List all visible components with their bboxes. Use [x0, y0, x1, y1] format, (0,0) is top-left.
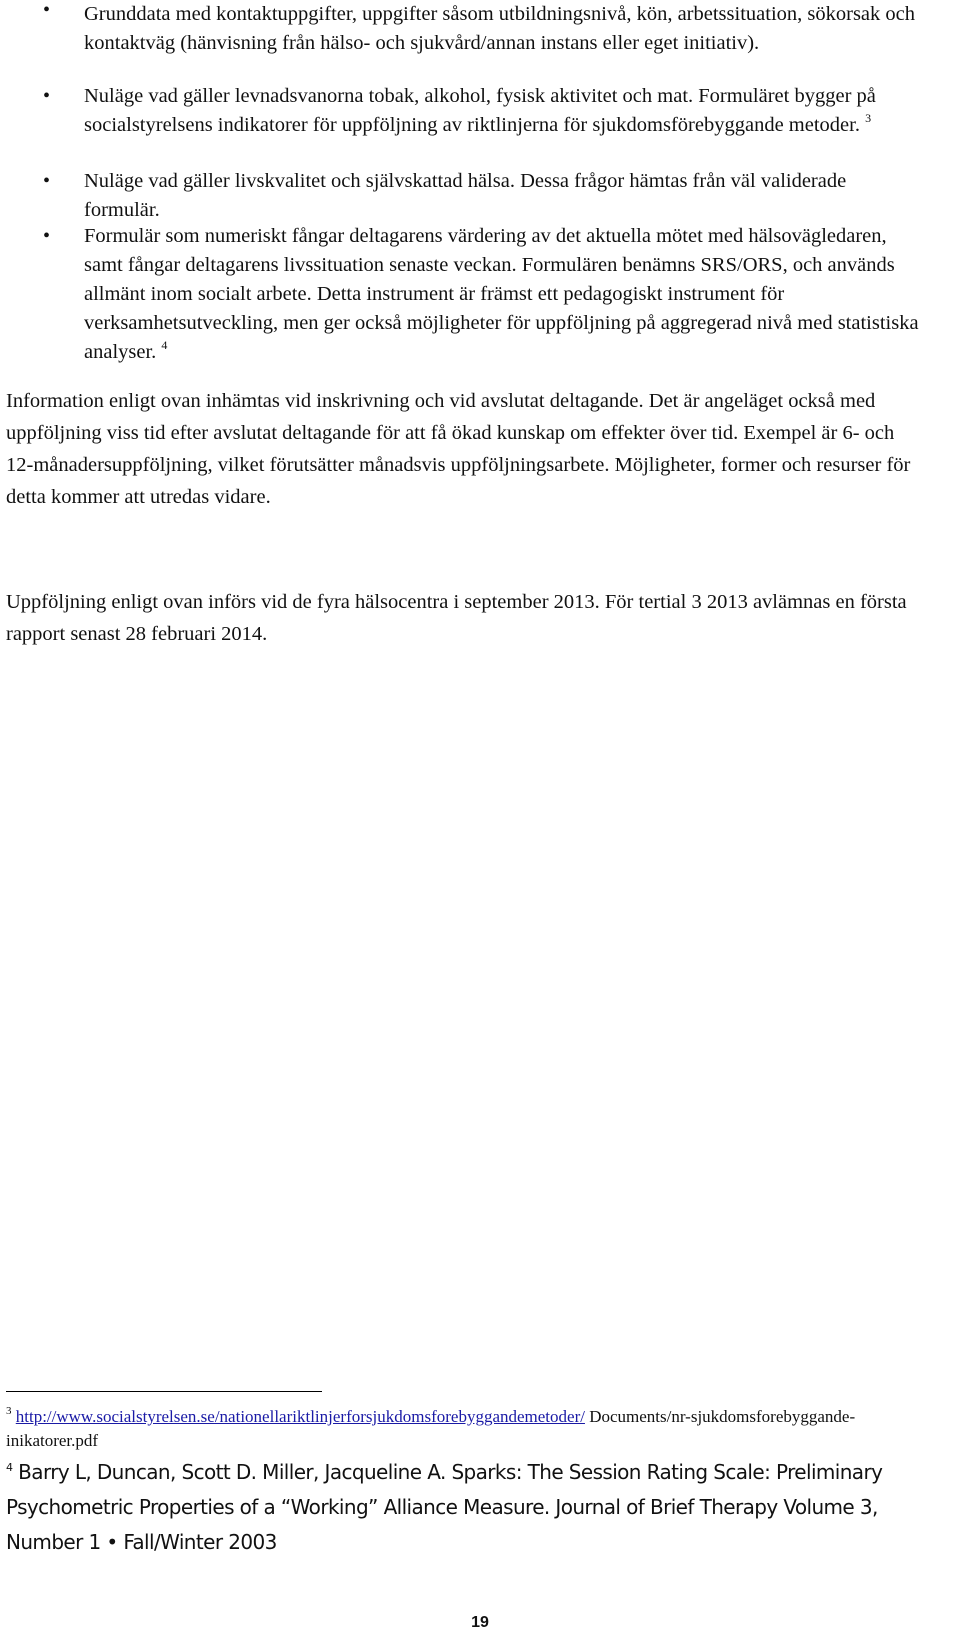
- bullet-dot-icon: •: [43, 85, 51, 107]
- bullet-text: Nuläge vad gäller levnadsvanorna tobak, alkohol, fysisk aktivitet och mat. Formuläret bygger på socialstyrelsens indikatorer för uppföljning av riktlinjerna för sjukdomsförebyggande metoder. $^3$: [84, 85, 876, 136]
- footnote-3-link[interactable]: http://www.socialstyrelsen.se/nationellariktlinjerforsjukdomsforebyggandemetoder/: [15, 1407, 585, 1426]
- bullet-dot-icon: •: [43, 170, 51, 192]
- paragraph-implementation: Uppföljning enligt ovan införs vid de fyra hälsocentra i september 2013. För tertial 3 2013 avlämnas en första rapport senast 28 februari 2014.: [6, 591, 907, 645]
- bullet-dot-icon: •: [43, 225, 51, 247]
- footnote-ref-3: 3: [865, 111, 872, 125]
- footnote-4-number: 4: [6, 1461, 13, 1474]
- bullet-text: Nuläge vad gäller livskvalitet och självskattad hälsa. Dessa frågor hämtas från väl validerade formulär.: [84, 170, 847, 221]
- page-number: 19: [471, 1614, 489, 1631]
- footnote-separator: [6, 1391, 322, 1392]
- paragraph-followup-info: Information enligt ovan inhämtas vid inskrivning och vid avslutat deltagande. Det är angeläget också med uppföljning viss tid efter avslutat deltagande för att få ökad kunskap om effekter över tid. Exempel är 6- och 12-månadersuppföljning, vilket förutsätter månadsvis uppföljningsarbete. Möjligheter, former och resurser för detta kommer att utredas vidare.: [6, 390, 911, 508]
- bullet-dot-icon: •: [43, 0, 51, 21]
- footnote-4-text: Barry L, Duncan, Scott D. Miller, Jacqueline A. Sparks: The Session Rating Scale: Preliminary Psychometric Properties of a “Working” Alliance Measure. Journal of Brief Therapy Volume 3, Number 1 • Fall/Winter 2003: [6, 1460, 883, 1554]
- bullet-text: Formulär som numeriskt fångar deltagarens värdering av det aktuella mötet med hälsovägledaren, samt fångar deltagarens livssituation senaste veckan. Formulären benämns SRS/ORS, och används allmänt inom socialt arbete. Detta instrument är främst ett pedagogiskt instrument för verksamhetsutveckling, men ger också möjligheter för uppföljning på aggregerad nivå med statistiska analyser. $^4$: [84, 225, 919, 363]
- footnote-3-number: 3: [6, 1405, 12, 1417]
- bullet-text: Grunddata med kontaktuppgifter, uppgifter såsom utbildningsnivå, kön, arbetssituation, sökorsak och kontaktväg (hänvisning från hälso- och sjukvård/annan instans eller eget initiativ).: [84, 3, 915, 54]
- footnote-4: [6, 1455, 936, 1560]
- footnote-3-rest: Documents/nr-sjukdomsforebyggande-inikatorer.pdf: [6, 1407, 856, 1450]
- footnote-3: [6, 1405, 936, 1453]
- footnote-ref-4: 4: [161, 338, 168, 352]
